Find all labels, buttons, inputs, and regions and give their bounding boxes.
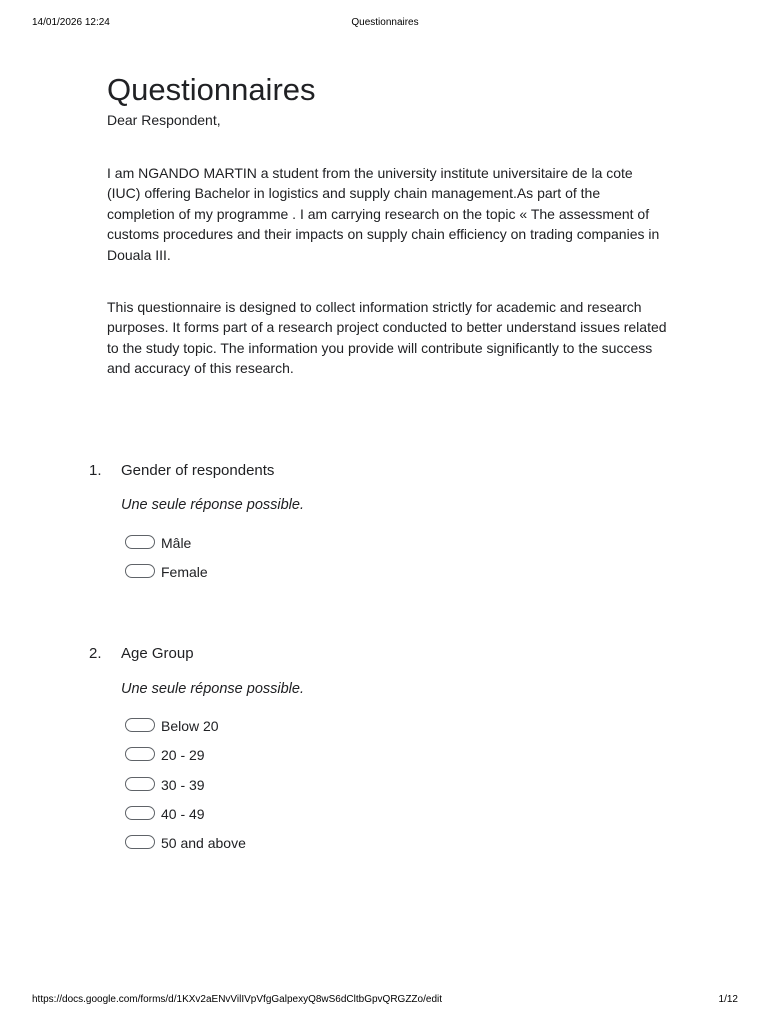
question-number: 2. bbox=[89, 645, 102, 662]
radio-oval-icon[interactable] bbox=[125, 718, 155, 732]
question-gender bbox=[89, 461, 689, 581]
form-title: Questionnaires bbox=[107, 72, 316, 107]
option-label: 40 - 49 bbox=[161, 805, 205, 822]
form-intro bbox=[107, 70, 667, 379]
intro-paragraph-2: This questionnaire is designed to collect information strictly for academic and research purposes. It forms part of a research project conducted to better understand issues related to the study topic. The information you provide will contribute significantly to the success and accuracy of this research. bbox=[107, 299, 667, 377]
radio-oval-icon[interactable] bbox=[125, 835, 155, 849]
page-url: https://docs.google.com/forms/d/1KXv2aENvVilIVpVfgGalpexyQ8wS6dCltbGpvQRGZZo/edit bbox=[32, 994, 442, 1005]
radio-oval-icon[interactable] bbox=[125, 806, 155, 820]
question-header bbox=[89, 461, 689, 481]
option-label: Mâle bbox=[161, 535, 192, 551]
option-label: Female bbox=[161, 564, 208, 581]
option-label: 50 and above bbox=[161, 835, 246, 852]
question-hint: Une seule réponse possible. bbox=[121, 681, 304, 697]
print-footer bbox=[32, 994, 738, 1008]
question-label: Gender of respondents bbox=[121, 462, 275, 479]
question-header bbox=[89, 644, 689, 664]
question-age-group bbox=[89, 644, 689, 852]
page-counter: 1/12 bbox=[718, 994, 738, 1005]
radio-oval-icon[interactable] bbox=[125, 535, 155, 549]
print-datetime: 14/01/2026 12:24 bbox=[32, 17, 110, 28]
option-label: 30 - 39 bbox=[161, 776, 205, 793]
intro-paragraph-1: I am NGANDO MARTIN a student from the university institute universitaire de la cote (IUC) offering Bachelor in logistics and supply chain management.As part of the completion of my programme . I am carrying research on the topic « The assessment of customs procedures and their impacts on supply chain efficiency on trading companies in Douala III. bbox=[107, 165, 660, 263]
question-label: Age Group bbox=[121, 645, 194, 662]
option-label: 20 - 29 bbox=[161, 747, 205, 764]
print-document-title: Questionnaires bbox=[351, 17, 419, 28]
radio-oval-icon[interactable] bbox=[125, 747, 155, 761]
greeting: Dear Respondent, bbox=[107, 112, 221, 128]
print-header bbox=[32, 17, 738, 31]
question-number: 1. bbox=[89, 462, 102, 479]
radio-oval-icon[interactable] bbox=[125, 564, 155, 578]
question-hint: Une seule réponse possible. bbox=[121, 497, 304, 513]
radio-oval-icon[interactable] bbox=[125, 777, 155, 791]
option-label: Below 20 bbox=[161, 718, 219, 734]
